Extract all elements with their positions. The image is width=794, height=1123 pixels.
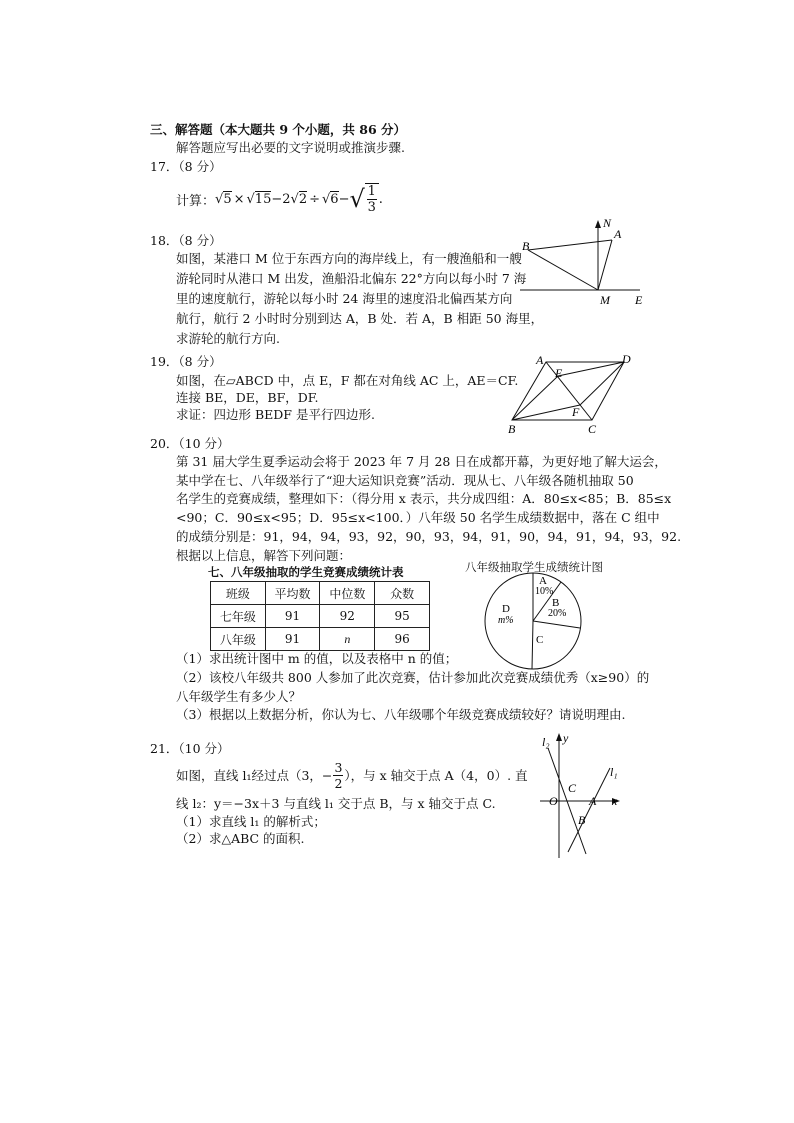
q21-line-1: 如图，直线 l₁经过点（3，− $\frac{3}{2}$ ），与 x 轴交于点 A（4，0）. 直: [176, 759, 528, 791]
label-l2: l₂: [542, 735, 550, 749]
q20-question: （2）该校八年级共 800 人参加了此次竞赛，估计参加此次竞赛成绩优秀（x≥90）的: [176, 670, 650, 685]
q21-question: （1）求直线 l₁ 的解析式；: [176, 814, 326, 829]
q19-line: 求证：四边形 BEDF 是平行四边形.: [176, 407, 375, 422]
table-cell: 91: [265, 605, 320, 628]
table-cell: 95: [375, 605, 430, 628]
q21-question: （2）求△ABC 的面积.: [176, 831, 305, 846]
q20-question: 八年级学生有多少人？: [176, 689, 302, 704]
q20-line: 某中学在七、八年级举行了“迎大运知识竞赛”活动．现从七、八年级各随机抽取 50: [176, 473, 634, 488]
segment-AB: [528, 240, 612, 250]
table-cell: 七年级: [211, 605, 266, 628]
q19-line: 连接 BE，DE，BF，DF.: [176, 390, 319, 405]
q20-question: （3）根据以上数据分析，你认为七、八年级哪个年级竞赛成绩较好？请说明理由.: [176, 707, 626, 722]
section-note: 解答题应写出必要的文字说明或推演步骤.: [176, 140, 405, 155]
label-C: C: [588, 422, 597, 436]
label-M: M: [600, 293, 610, 307]
sqrt-5: √ 5: [215, 191, 232, 207]
segment-DF: [580, 362, 624, 405]
q20-line: 第 31 届大学生夏季运动会将于 2023 年 7 月 28 日在成都开幕，为更好地了解大运会，: [176, 454, 667, 469]
sqrt-15: √ 15: [246, 191, 272, 207]
q18-figure: [490, 210, 660, 310]
pie-label-C: C: [536, 634, 544, 646]
label-F: F: [572, 405, 580, 419]
label-x: x: [612, 794, 618, 808]
label-B: B: [578, 813, 586, 827]
table-header: 平均数: [265, 582, 320, 605]
q18-line: 游轮同时从港口 M 出发，渔船沿北偏东 22°方向以每小时 7 海: [176, 271, 527, 286]
pie-chart: [482, 570, 584, 672]
segment-MA: [598, 240, 612, 290]
table-header-row: [211, 582, 430, 605]
q19-figure: [500, 350, 650, 436]
label-A: A: [614, 227, 622, 241]
table-cell: 92: [320, 605, 375, 628]
q17-prefix: 计算：: [176, 193, 216, 209]
label-B: B: [508, 422, 516, 436]
q20-line: <90；C．90≤x<95；D．95≤x<100．）八年级 50 名学生成绩数据中，落在 C 组中: [176, 510, 660, 525]
label-D: D: [622, 352, 631, 366]
q19-line: 如图，在▱ABCD 中，点 E，F 都在对角线 AC 上，AE＝CF.: [176, 373, 519, 388]
segment-BF: [512, 405, 580, 420]
label-E: E: [635, 293, 643, 307]
pie-label-D-pct: m%: [498, 615, 514, 626]
label-C: C: [568, 781, 577, 795]
sqrt-2: √ 2: [290, 191, 308, 207]
q21-header: 21．（10 分）: [150, 741, 230, 756]
pie-label-A-pct: 10%: [535, 586, 554, 597]
label-B: B: [522, 239, 530, 253]
q20-line: 名学生的竞赛成绩，整理如下：（得分用 x 表示，共分成四组：A．80≤x<85；B．85≤x: [176, 491, 672, 506]
table-header: 班级: [211, 582, 266, 605]
segment-DE: [558, 362, 624, 376]
label-N: N: [603, 216, 612, 230]
table-cell: 96: [375, 628, 430, 651]
q21-line-2: 线 l₂：y＝−3x＋3 与直线 l₁ 交于点 B，与 x 轴交于点 C.: [176, 796, 496, 811]
y-axis-arrow: [556, 733, 562, 741]
q17-fraction: 1 3: [365, 183, 379, 215]
table-header: 中位数: [320, 582, 375, 605]
section-heading: 三、解答题（本大题共 9 个小题，共 86 分）: [150, 122, 407, 137]
q18-line: 航行，航行 2 小时时分别到达 A，B 处．若 A，B 相距 50 海里，: [176, 311, 544, 326]
q17-header: 17．（8 分）: [150, 159, 222, 174]
table-row: [211, 605, 430, 628]
table-cell: 91: [265, 628, 320, 651]
q19-header: 19．（8 分）: [150, 354, 222, 369]
label-O: O: [549, 794, 558, 808]
label-A: A: [589, 794, 597, 808]
label-y: y: [563, 731, 569, 745]
q18-line: 里的速度航行，游轮以每小时 24 海里的速度沿北偏西某方向: [176, 291, 513, 306]
table-row: [211, 628, 430, 651]
q21-fraction: $\frac{3}{2}$: [334, 759, 343, 791]
label-E: E: [555, 366, 563, 380]
table-header: 众数: [375, 582, 430, 605]
q20-question: （1）求出统计图中 m 的值，以及表格中 n 的值；: [176, 651, 458, 666]
pie-title: 八年级抽取学生成绩统计图: [465, 560, 603, 574]
table-title: 七、八年级抽取的学生竞赛成绩统计表: [208, 565, 404, 579]
sqrt-6: √ 6: [322, 191, 339, 207]
pie-label-B-pct: 20%: [548, 608, 567, 619]
sqrt-sign: √: [349, 185, 365, 213]
segment-BE: [512, 376, 558, 420]
q18-line: 如图，某港口 M 位于东西方向的海岸线上，有一艘渔船和一艘: [176, 251, 522, 266]
q21-figure: [530, 728, 630, 860]
label-A: A: [536, 353, 544, 367]
table-cell: n: [320, 628, 375, 651]
north-arrow: [595, 220, 601, 228]
q17-expression: 计算： √ 5 × √ 15 −2 √ 2 ÷ √ 6 − √ 1 3 .: [176, 184, 383, 215]
pie-label-D: D: [502, 603, 510, 615]
table-cell: 八年级: [211, 628, 266, 651]
pie-label-A: A: [539, 575, 547, 587]
q20-header: 20．（10 分）: [150, 436, 230, 451]
pie-divider: [533, 621, 580, 628]
pie-divider: [532, 621, 533, 669]
segment-MB: [528, 250, 598, 290]
q20-line: 的成绩分别是：91，94，94，93，92，90，93，94，91，90，94，91，94，93，92.: [176, 529, 682, 544]
label-l1: l₁: [610, 765, 618, 779]
q18-header: 18．（8 分）: [150, 233, 222, 248]
pie-label-B: B: [552, 597, 560, 609]
parallelogram-ABCD: [512, 362, 624, 420]
q18-line: 求游轮的航行方向.: [176, 331, 280, 346]
q20-line: 根据以上信息，解答下列问题：: [176, 548, 352, 563]
stats-table: [210, 581, 430, 651]
